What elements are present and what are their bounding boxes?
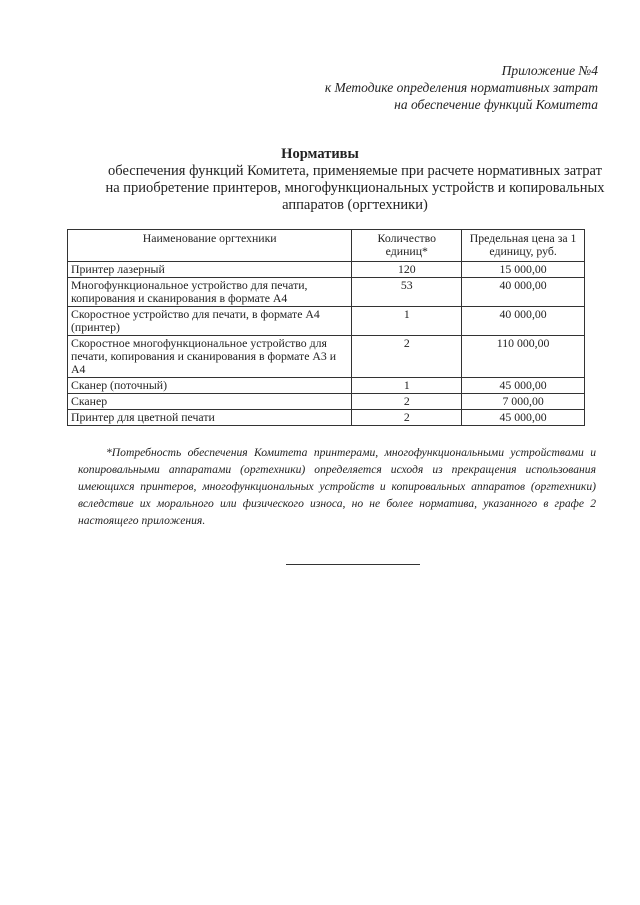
row-qty: 53 [352,278,462,307]
appendix-reference: к Методике определения нормативных затрат [324,80,598,95]
header-name: Наименование оргтехники [68,230,352,262]
row-price: 40 000,00 [462,307,585,336]
row-price: 110 000,00 [462,336,585,378]
row-price: 15 000,00 [462,262,585,278]
appendix-number: Приложение №4 [501,63,598,78]
header-price: Предельная цена за 1 единицу, руб. [462,230,585,262]
row-name: Многофункциональное устройство для печати, копирования и сканирования в формате А4 [68,278,352,307]
document-subtitle: обеспечения функций Комитета, применяемые при расчете нормативных затрат на приобретение принтеров, многофункциональных устройств и копировальных аппаратов (оргтехники) [105,163,605,213]
closing-divider [286,564,420,565]
row-name: Скоростное устройство для печати, в формате А4 (принтер) [68,307,352,336]
row-qty: 1 [352,307,462,336]
table-header-row [68,230,585,262]
row-price: 45 000,00 [462,410,585,426]
header-qty: Количество единиц* [352,230,462,262]
table-row [68,394,585,410]
row-name: Сканер (поточный) [68,378,352,394]
row-qty: 1 [352,378,462,394]
row-qty: 120 [352,262,462,278]
document-title: Нормативы [281,146,359,162]
footnote: *Потребность обеспечения Комитета принтерами, многофункциональными устройствами и копировальными аппаратами (оргтехники) определяется исходя из прекращения использования имеющихся принтеров, многофункциональных устройств и копировальных аппаратов (оргтехники) вследствие их морального или физического износа, но не более норматива, указанного в графе 2 настоящего приложения. [78,446,596,527]
table-row [68,278,585,307]
table-row [68,378,585,394]
row-name: Принтер для цветной печати [68,410,352,426]
table-row [68,336,585,378]
row-qty: 2 [352,394,462,410]
row-price: 45 000,00 [462,378,585,394]
row-qty: 2 [352,336,462,378]
row-name: Принтер лазерный [68,262,352,278]
appendix-header [325,62,598,113]
table-row [68,262,585,278]
row-name: Скоростное многофункциональное устройство для печати, копирования и сканирования в формате А3 и А4 [68,336,352,378]
row-price: 40 000,00 [462,278,585,307]
table-row [68,410,585,426]
norms-table [67,229,585,426]
row-qty: 2 [352,410,462,426]
table-row [68,307,585,336]
appendix-reference-cont: на обеспечение функций Комитета [394,97,598,112]
row-name: Сканер [68,394,352,410]
row-price: 7 000,00 [462,394,585,410]
